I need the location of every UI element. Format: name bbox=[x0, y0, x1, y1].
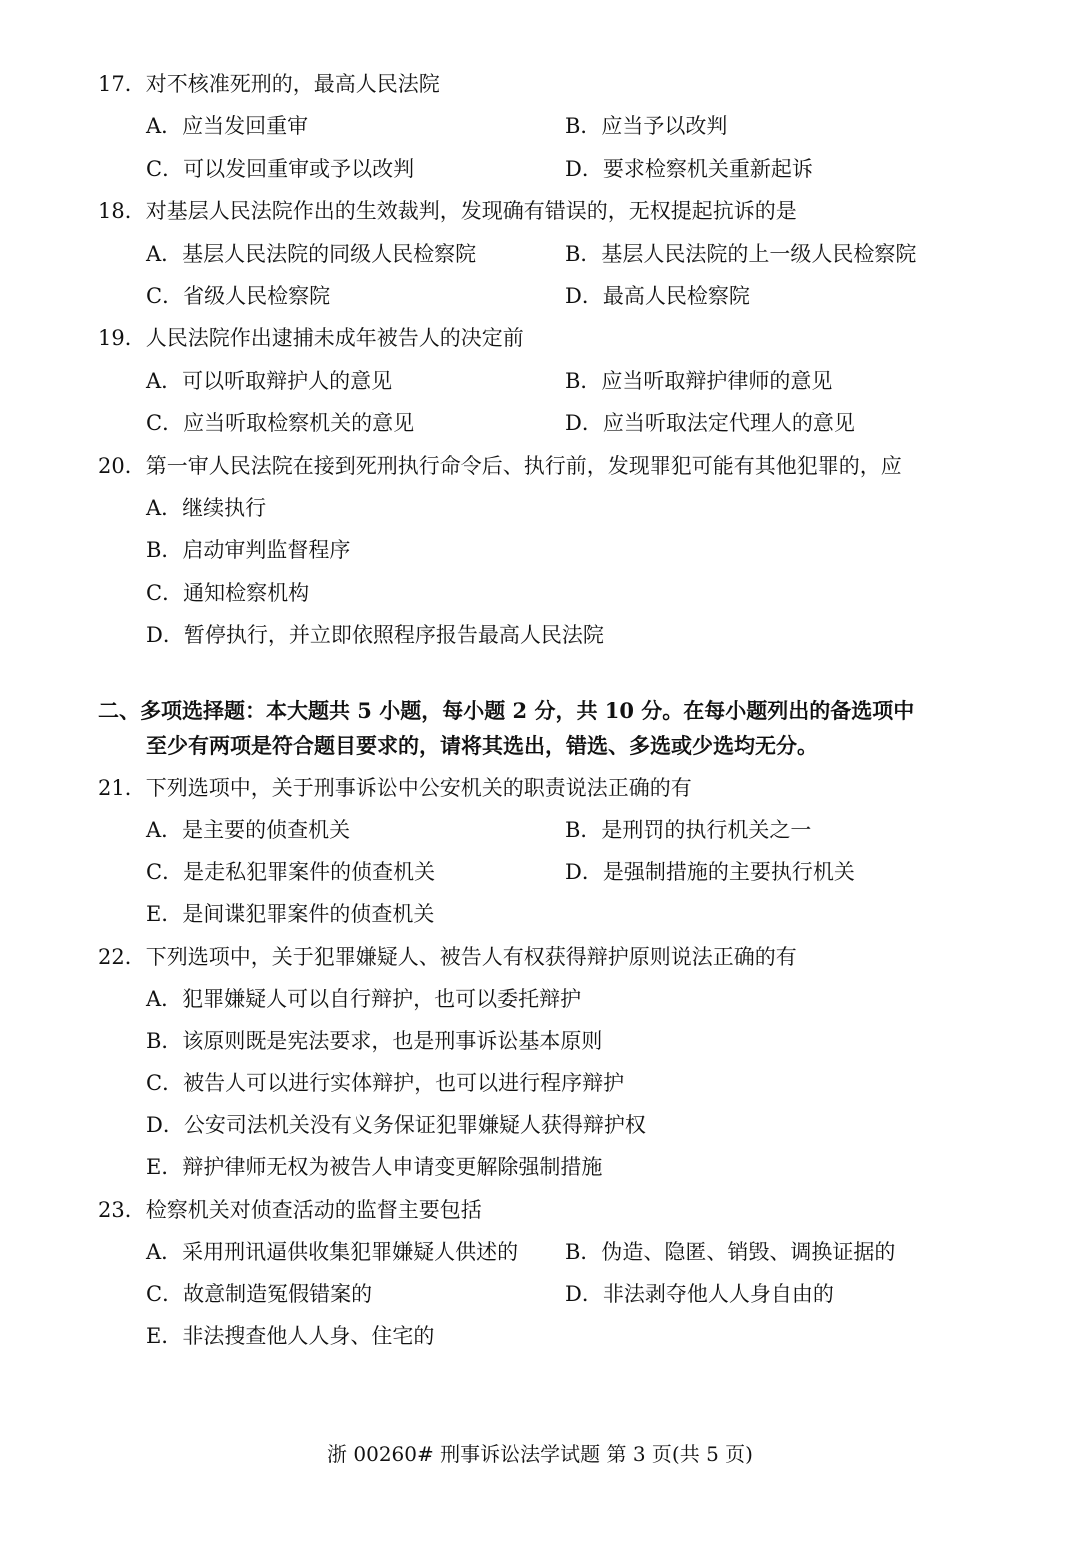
q21-option-e: E．是间谍犯罪案件的侦查机关 bbox=[146, 902, 435, 926]
q21-option-a: A．是主要的侦查机关 bbox=[146, 818, 351, 842]
q19-option-d: D．应当听取法定代理人的意见 bbox=[565, 411, 855, 435]
q18-option-a: A．基层人民法院的同级人民检察院 bbox=[146, 242, 477, 266]
q21-stem: 21．下列选项中，关于刑事诉讼中公安机关的职责说法正确的有 bbox=[98, 776, 692, 800]
q23-option-b: B．伪造、隐匿、销毁、调换证据的 bbox=[565, 1240, 896, 1264]
q18-option-c: C．省级人民检察院 bbox=[146, 284, 331, 308]
q19-option-b: B．应当听取辩护律师的意见 bbox=[565, 369, 833, 393]
section2-heading: 二、多项选择题：本大题共 5 小题，每小题 2 分，共 10 分。在每小题列出的备选项中 bbox=[98, 698, 915, 723]
q20-option-c: C．通知检察机构 bbox=[146, 581, 310, 605]
q22-stem: 22．下列选项中，关于犯罪嫌疑人、被告人有权获得辩护原则说法正确的有 bbox=[98, 945, 797, 969]
q18-option-b: B．基层人民法院的上一级人民检察院 bbox=[565, 242, 917, 266]
q19-option-c: C．应当听取检察机关的意见 bbox=[146, 411, 415, 435]
q21-option-d: D．是强制措施的主要执行机关 bbox=[565, 860, 855, 884]
section2-instruction: 至少有两项是符合题目要求的，请将其选出，错选、多选或少选均无分。 bbox=[146, 733, 818, 758]
q21-option-c: C．是走私犯罪案件的侦查机关 bbox=[146, 860, 436, 884]
q22-option-d: D．公安司法机关没有义务保证犯罪嫌疑人获得辩护权 bbox=[146, 1113, 646, 1137]
q19-option-a: A．可以听取辩护人的意见 bbox=[146, 369, 393, 393]
q23-option-d: D．非法剥夺他人人身自由的 bbox=[565, 1282, 834, 1306]
q20-option-d: D．暂停执行，并立即依照程序报告最高人民法院 bbox=[146, 623, 604, 647]
q23-option-e: E．非法搜查他人人身、住宅的 bbox=[146, 1324, 435, 1348]
q22-option-a: A．犯罪嫌疑人可以自行辩护，也可以委托辩护 bbox=[146, 987, 582, 1011]
q23-option-c: C．故意制造冤假错案的 bbox=[146, 1282, 373, 1306]
q22-option-e: E．辩护律师无权为被告人申请变更解除强制措施 bbox=[146, 1155, 603, 1179]
q19-stem: 19．人民法院作出逮捕未成年被告人的决定前 bbox=[98, 326, 524, 350]
q20-option-a: A．继续执行 bbox=[146, 496, 267, 520]
q17-option-a: A．应当发回重审 bbox=[146, 114, 309, 138]
q18-option-d: D．最高人民检察院 bbox=[565, 284, 750, 308]
q20-option-b: B．启动审判监督程序 bbox=[146, 538, 351, 562]
q22-option-b: B．该原则既是宪法要求，也是刑事诉讼基本原则 bbox=[146, 1029, 603, 1053]
q17-stem: 17．对不核准死刑的，最高人民法院 bbox=[98, 72, 440, 96]
q20-stem: 20．第一审人民法院在接到死刑执行命令后、执行前，发现罪犯可能有其他犯罪的，应 bbox=[98, 454, 902, 478]
q17-option-d: D．要求检察机关重新起诉 bbox=[565, 157, 813, 181]
q21-option-b: B．是刑罚的执行机关之一 bbox=[565, 818, 812, 842]
q18-stem: 18．对基层人民法院作出的生效裁判，发现确有错误的，无权提起抗诉的是 bbox=[98, 199, 797, 223]
page-footer: 浙 00260# 刑事诉讼法学试题 第 3 页(共 5 页) bbox=[327, 1442, 753, 1466]
q23-option-a: A．采用刑讯逼供收集犯罪嫌疑人供述的 bbox=[146, 1240, 519, 1264]
q17-option-c: C．可以发回重审或予以改判 bbox=[146, 157, 415, 181]
q17-option-b: B．应当予以改判 bbox=[565, 114, 728, 138]
q22-option-c: C．被告人可以进行实体辩护，也可以进行程序辩护 bbox=[146, 1071, 625, 1095]
q23-stem: 23．检察机关对侦查活动的监督主要包括 bbox=[98, 1198, 482, 1222]
